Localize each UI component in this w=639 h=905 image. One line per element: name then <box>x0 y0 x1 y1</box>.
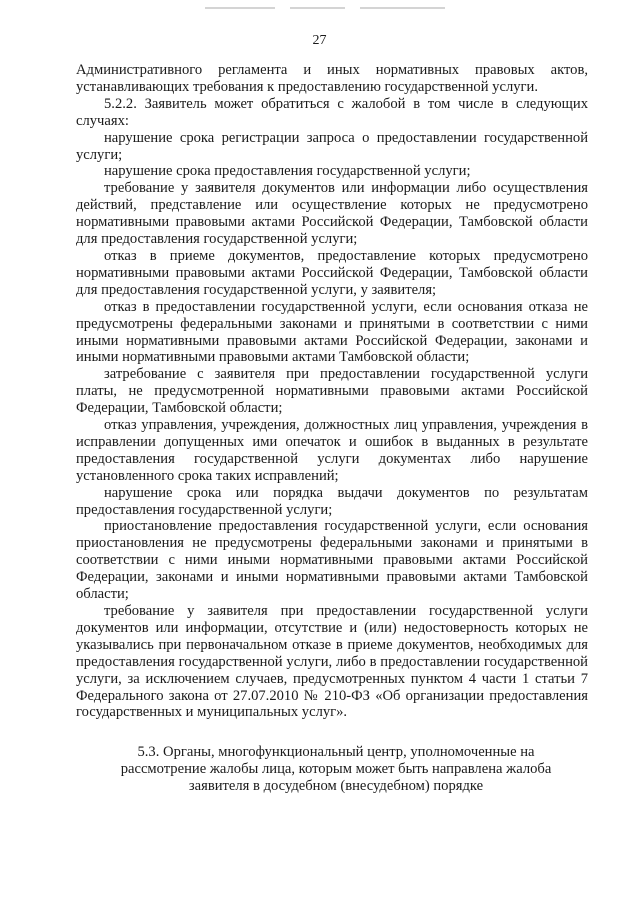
paragraph: Административного регламента и иных нормативных правовых актов, устанавливающих требования к предоставлению государственной услуги. <box>76 62 588 95</box>
section-heading-line: рассмотрение жалобы лица, которым может быть направлена жалоба <box>120 761 552 777</box>
list-item: отказ управления, учреждения, должностных лиц управления, учреждения в исправлении допущенных ими опечаток и ошибок в выданных в результате предоставления государственной услуги документах либо нарушение установленного срока таких исправлений; <box>76 417 588 484</box>
list-item: приостановление предоставления государственной услуги, если основания приостановления не предусмотрены федеральными законами и принятыми в соответствии с ними иными нормативными правовыми актами Российской Федерации, законами и иными нормативными правовыми актами Тамбовской области; <box>76 518 588 603</box>
scan-artifact-center <box>290 7 345 9</box>
list-item: нарушение срока регистрации запроса о предоставлении государственной услуги; <box>76 129 588 163</box>
list-item: требование у заявителя документов или информации либо осуществления действий, представление или осуществление которых не предусмотрено нормативными правовыми актами Российской Федерации, Тамбовской области для предоставления государственной услуги; <box>76 180 588 248</box>
scan-artifact-right <box>360 7 445 9</box>
list-item: требование у заявителя при предоставлении государственной услуги документов или информации, отсутствие и (или) недостоверность которых не указывались при первоначальном отказе в приеме документов, необходимых для предоставления государственной услуги, либо в предоставлении государственной услуги, за исключением случаев, предусмотренных пунктом 4 части 1 статьи 7 Федерального закона от 27.07.2010 № 210-ФЗ «Об организации предоставления государственных и муниципальных услуг». <box>76 603 588 721</box>
document-body <box>76 62 588 721</box>
section-heading-line: заявителя в досудебном (внесудебном) порядке <box>188 778 484 794</box>
list-item: нарушение срока или порядка выдачи документов по результатам предоставления государственной услуги; <box>76 484 588 518</box>
list-item: затребование с заявителя при предоставлении государственной услуги платы, не предусмотренной нормативными правовыми актами Российской Федерации, Тамбовской области; <box>76 366 588 417</box>
section-heading <box>76 744 596 795</box>
section-heading-line: 5.3. Органы, многофункциональный центр, уполномоченные на <box>137 744 535 760</box>
paragraph: 5.2.2. Заявитель может обратиться с жалобой в том числе в следующих случаях: <box>76 95 588 129</box>
scan-artifact-left <box>205 7 275 9</box>
list-item: отказ в приеме документов, предоставление которых предусмотрено нормативными правовыми актами Российской Федерации, Тамбовской области для предоставления государственной услуги, у заявителя; <box>76 247 588 298</box>
list-item: отказ в предоставлении государственной услуги, если основания отказа не предусмотрены федеральными законами и принятыми в соответствии с ними иными нормативными правовыми актами Российской Федерации, законами и иными нормативными правовыми актами Тамбовской области; <box>76 298 588 366</box>
page-number: 27 <box>312 33 327 48</box>
list-item: нарушение срока предоставления государственной услуги; <box>104 163 471 180</box>
